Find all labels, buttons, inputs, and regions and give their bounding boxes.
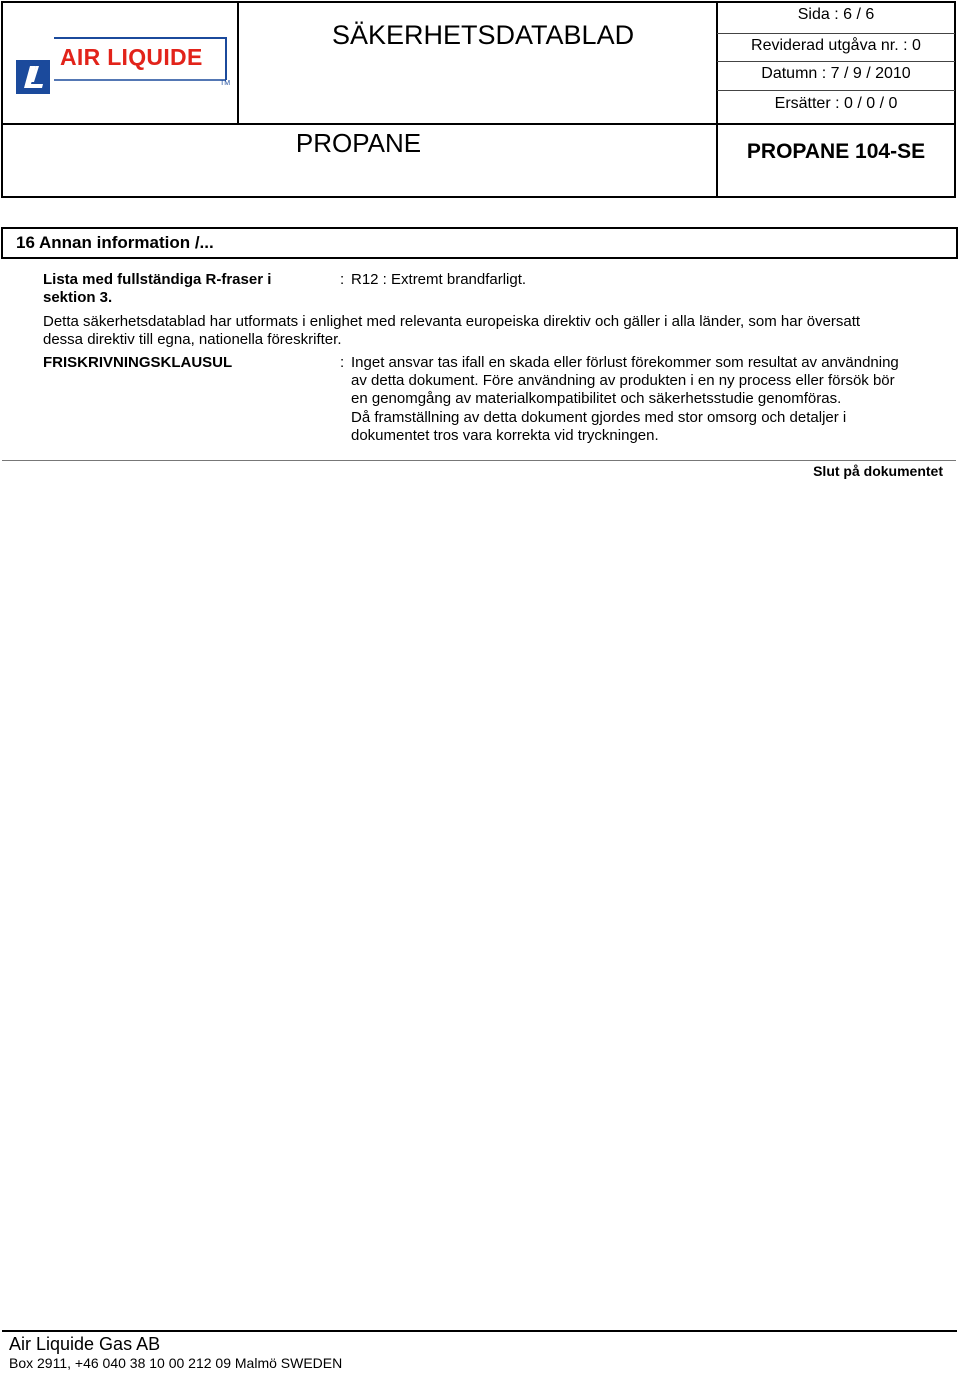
header-divider <box>237 1 239 125</box>
logo-trademark: TM <box>220 80 231 87</box>
company-logo <box>12 32 230 98</box>
regulatory-paragraph-cont: dessa direktiv till egna, nationella föreskrifter. <box>43 331 342 348</box>
disclaimer-line: Då framställning av detta dokument gjordes med stor omsorg och detaljer i <box>351 409 847 426</box>
rphrases-label: Lista med fullständiga R-fraser i <box>43 271 272 288</box>
section-header <box>1 227 958 259</box>
disclaimer-colon: : <box>340 354 345 371</box>
logo-wordmark: AIR LIQUIDE <box>60 44 203 70</box>
regulatory-paragraph: Detta säkerhetsdatablad har utformats i enlighet med relevanta europeiska direktiv och gäller i alla länder, som har översatt <box>43 313 861 330</box>
replaces-date: Ersätter : 0 / 0 / 0 <box>774 95 898 112</box>
product-code: PROPANE 104-SE <box>746 140 926 163</box>
footer-company: Air Liquide Gas AB <box>9 1334 161 1354</box>
end-rule <box>2 460 956 461</box>
revision-date: Datumn : 7 / 9 / 2010 <box>761 65 911 82</box>
footer-address: Box 2911, +46 040 38 10 00 212 09 Malmö SWEDEN <box>9 1355 343 1371</box>
rphrases-colon: : <box>340 271 345 288</box>
air-liquide-emblem-icon <box>12 32 52 98</box>
end-of-document: Slut på dokumentet <box>813 463 943 479</box>
header-divider <box>717 61 955 62</box>
footer-rule <box>2 1330 957 1332</box>
disclaimer-line: en genomgång av materialkompatibilitet och säkerhetsstudie genomföras. <box>351 390 842 407</box>
product-name: PROPANE <box>295 128 422 158</box>
logo-frame-icon <box>52 36 228 82</box>
section-title: 16 Annan information /... <box>16 233 214 252</box>
header-divider <box>1 123 956 125</box>
disclaimer-line: av detta dokument. Före användning av produkten i en ny process eller försök bör <box>351 372 895 389</box>
disclaimer-line: dokumentet tros vara korrekta vid tryckningen. <box>351 427 659 444</box>
header-divider <box>717 90 955 91</box>
rphrases-value: R12 : Extremt brandfarligt. <box>351 271 527 288</box>
document-title: SÄKERHETSDATABLAD <box>332 20 635 50</box>
header-divider <box>717 33 955 34</box>
disclaimer-label: FRISKRIVNINGSKLAUSUL <box>43 354 233 371</box>
disclaimer-line: Inget ansvar tas ifall en skada eller förlust förekommer som resultat av användning <box>351 354 899 371</box>
revision-number: Reviderad utgåva nr. : 0 <box>751 37 921 54</box>
page-number: Sida : 6 / 6 <box>797 6 875 23</box>
rphrases-label-cont: sektion 3. <box>43 289 113 306</box>
